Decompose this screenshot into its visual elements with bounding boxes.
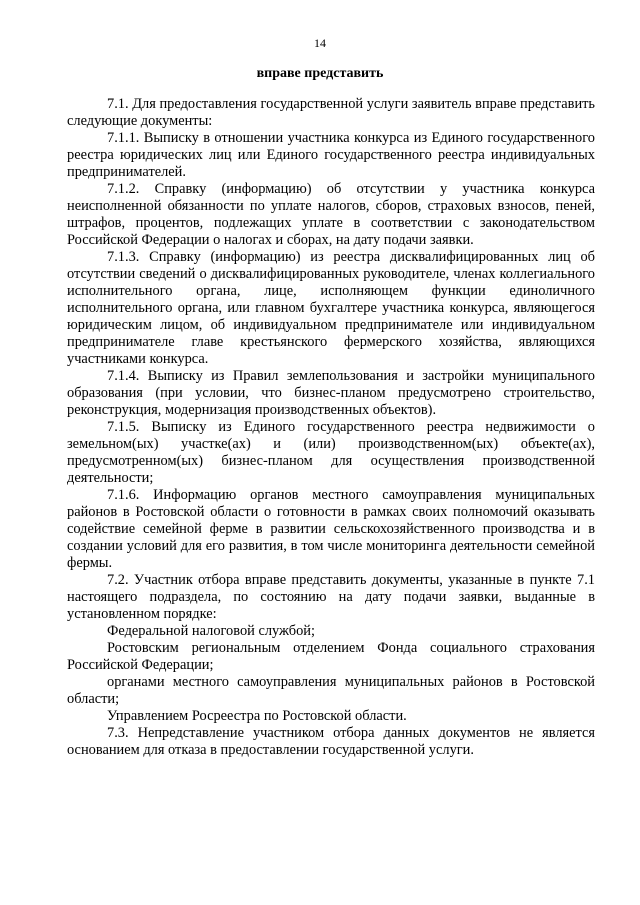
paragraph-7-1-4: 7.1.4. Выписку из Правил землепользования и застройки муниципального образования (при условии, что бизнес-планом предусмотрено строительство, реконструкция, модернизация производственных объектов). [67,368,595,418]
paragraph-7-3: 7.3. Непредставление участником отбора данных документов не является основанием для отказа в предоставлении государственной услуги. [67,725,595,758]
page-number: 14 [314,36,326,50]
paragraph-7-1: 7.1. Для предоставления государственной услуги заявитель вправе представить следующие документы: [67,96,595,129]
paragraph-7-1-2: 7.1.2. Справку (информацию) об отсутствии у участника конкурса неисполненной обязанности по уплате налогов, сборов, страховых взносов, пеней, штрафов, процентов, подлежащих уплате в соответствии с законодательством Российской Федерации о налогах и сборах, на дату подачи заявки. [67,181,595,248]
list-item-social-insurance-fund: Ростовским региональным отделением Фонда социального страхования Российской Федерации; [67,640,595,673]
paragraph-7-1-3: 7.1.3. Справку (информацию) из реестра дисквалифицированных лиц об отсутствии сведений о дисквалифицированных руководителе, членах коллегиального исполнительного органа, лице, исполняющем функции единоличного исполнительного органа, или главном бухгалтере участника конкурса, являющегося юридическим лицом, об индивидуальном предпринимателе или индивидуальном предпринимателе главе крестьянского фермерского хозяйства, являющихся участниками конкурса. [67,249,595,367]
list-item-tax-service: Федеральной налоговой службой; [107,623,315,639]
paragraph-7-1-1: 7.1.1. Выписку в отношении участника конкурса из Единого государственного реестра юридических лиц или Единого государственного реестра индивидуальных предпринимателей. [67,130,595,180]
paragraph-7-1-5: 7.1.5. Выписку из Единого государственного реестра недвижимости о земельном(ых) участке(ах) и (или) производственном(ых) объекте(ах), предусмотренном(ых) бизнес-планом для осуществления производственной деятельности; [67,419,595,486]
paragraph-7-1-6: 7.1.6. Информацию органов местного самоуправления муниципальных районов в Ростовской области о готовности в рамках своих полномочий оказывать содействие семейной ферме в развитии сельскохозяйственного производства и в создании условий для его развития, в том числе мониторинга деятельности семейной фермы. [67,487,595,571]
document-body [67,96,595,759]
list-item-rosreestr: Управлением Росреестра по Ростовской области. [107,708,407,724]
paragraph-7-2: 7.2. Участник отбора вправе представить документы, указанные в пункте 7.1 настоящего подраздела, по состоянию на дату подачи заявки, выданные в установленном порядке: [67,572,595,622]
list-item-local-government: органами местного самоуправления муниципальных районов в Ростовской области; [67,674,595,707]
section-heading: вправе представить [256,66,384,81]
